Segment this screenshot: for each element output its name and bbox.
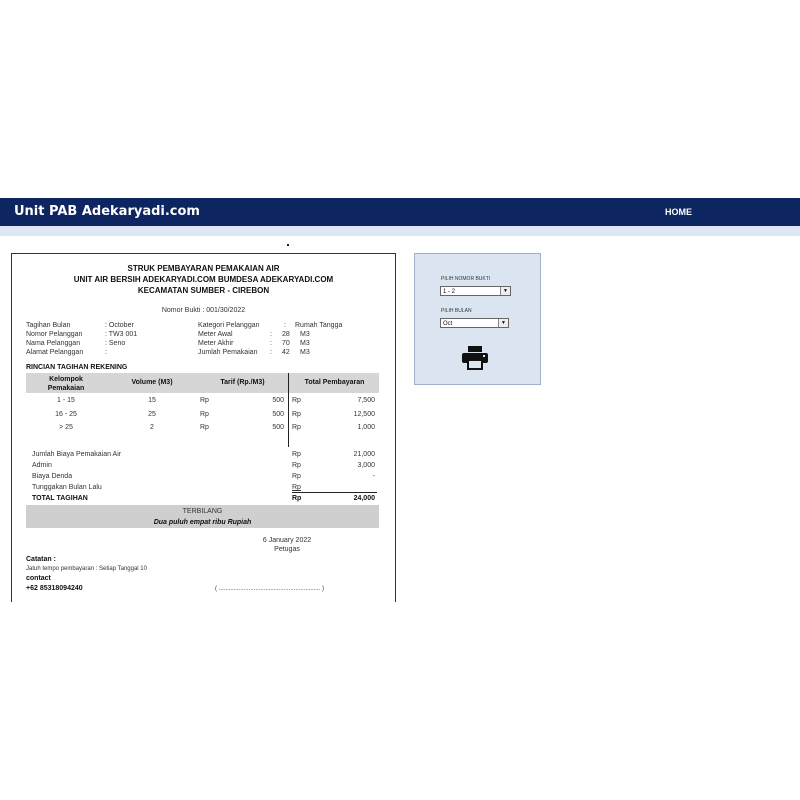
officer-label: Petugas — [274, 546, 300, 553]
row-group: 16 - 25 — [55, 411, 77, 418]
summary-value: 21,000 — [353, 451, 375, 458]
info-colon: : — [284, 322, 286, 329]
signature-line: ( ............................................................. ) — [215, 586, 325, 592]
brand-title[interactable]: Unit PAB Adekaryadi.com — [14, 204, 200, 219]
month-select-value: Oct — [443, 321, 453, 327]
summary-value: - — [372, 473, 375, 480]
col-header-volume: Volume (M3) — [131, 379, 173, 386]
col-header-total: Total Pembayaran — [304, 379, 365, 386]
month-select[interactable] — [440, 318, 509, 328]
info-colon: : — [270, 340, 272, 347]
info-unit: M3 — [300, 331, 310, 338]
top-navbar — [0, 198, 800, 226]
info-unit: M3 — [300, 349, 310, 356]
col-header-group: Kelompok Pemakaian — [47, 376, 85, 392]
row-volume: 2 — [150, 424, 154, 431]
printer-icon[interactable] — [461, 346, 489, 370]
info-value: : Seno — [105, 340, 126, 347]
info-label: Meter Akhir — [198, 340, 234, 347]
row-group: > 25 — [59, 424, 73, 431]
terbilang-label: TERBILANG — [182, 508, 223, 515]
total-value: 24,000 — [353, 495, 375, 502]
summary-label: Admin — [32, 462, 52, 469]
row-currency: Rp — [292, 411, 301, 418]
row-total: 7,500 — [357, 397, 375, 404]
summary-currency: Rp — [292, 451, 301, 458]
filter-panel — [414, 253, 541, 385]
stray-dot — [287, 244, 289, 246]
row-tariff: 500 — [272, 411, 284, 418]
row-tariff: 500 — [272, 424, 284, 431]
info-label: Jumlah Pemakaian — [198, 349, 258, 356]
info-label: Alamat Pelanggan — [26, 349, 84, 356]
receipt-number-select[interactable] — [440, 286, 511, 296]
col-header-tariff: Tarif (Rp./M3) — [220, 379, 265, 386]
receipt-district: KECAMATAN SUMBER - CIREBON — [137, 286, 270, 295]
summary-label: Tunggakan Bulan Lalu — [32, 484, 102, 491]
chevron-down-icon[interactable]: ▼ — [498, 319, 508, 327]
info-colon: : — [270, 331, 272, 338]
info-value: 70 — [282, 340, 290, 347]
info-value: Rumah Tangga — [295, 322, 343, 329]
info-label: Kategori Pelanggan — [198, 322, 260, 329]
receipt-number: Nomor Bukti : 001/30/2022 — [161, 307, 246, 314]
info-unit: M3 — [300, 340, 310, 347]
info-value: : TW3 001 — [105, 331, 138, 338]
info-value: : — [105, 349, 107, 356]
info-label: Meter Awal — [198, 331, 233, 338]
summary-underline — [292, 492, 377, 493]
receipt-number-label: PILIH NOMOR BUKTI — [441, 276, 491, 282]
navbar-subbar — [0, 226, 800, 236]
notes-text: Jatuh tempo pembayaran : Setiap Tanggal 10 — [26, 566, 147, 572]
chevron-down-icon[interactable]: ▼ — [500, 287, 510, 295]
row-currency: Rp — [200, 411, 209, 418]
month-label: PILIH BULAN — [441, 308, 472, 314]
payment-receipt — [11, 253, 396, 602]
row-group: 1 - 15 — [57, 397, 75, 404]
receipt-number-select-value: 1 - 2 — [443, 289, 456, 295]
home-link[interactable]: HOME — [665, 207, 692, 217]
summary-value: 3,000 — [357, 462, 375, 469]
row-total: 1,000 — [357, 424, 375, 431]
row-volume: 25 — [148, 411, 156, 418]
receipt-org: UNIT AIR BERSIH ADEKARYADI.COM BUMDESA ADEKARYADI.COM — [73, 275, 334, 284]
row-currency: Rp — [200, 424, 209, 431]
receipt-date: 6 January 2022 — [262, 537, 312, 544]
summary-currency: Rp — [292, 473, 301, 480]
row-volume: 15 — [148, 397, 156, 404]
row-currency: Rp — [200, 397, 209, 404]
info-colon: : — [270, 349, 272, 356]
receipt-title: STRUK PEMBAYARAN PEMAKAIAN AIR — [127, 264, 280, 273]
summary-label: Biaya Denda — [32, 473, 73, 480]
table-divider — [288, 373, 289, 447]
summary-label: Jumlah Biaya Pemakaian Air — [32, 451, 122, 458]
info-value: 28 — [282, 331, 290, 338]
info-label: Tagihan Bulan — [26, 322, 71, 329]
section-title: RINCIAN TAGIHAN REKENING — [26, 364, 128, 371]
row-tariff: 500 — [272, 397, 284, 404]
contact-phone: +62 85318094240 — [26, 585, 83, 592]
terbilang-text: Dua puluh empat ribu Rupiah — [153, 519, 252, 526]
total-label: TOTAL TAGIHAN — [32, 495, 88, 502]
row-total: 12,500 — [353, 411, 375, 418]
info-value: 42 — [282, 349, 290, 356]
summary-currency: Rp — [292, 484, 301, 491]
row-currency: Rp — [292, 397, 301, 404]
notes-label: Catatan : — [26, 556, 56, 563]
info-label: Nama Pelanggan — [26, 340, 81, 347]
row-currency: Rp — [292, 424, 301, 431]
info-label: Nomor Pelanggan — [26, 331, 83, 338]
info-value: : October — [105, 322, 134, 329]
contact-label: contact — [26, 575, 51, 582]
summary-currency: Rp — [292, 462, 301, 469]
total-currency: Rp — [292, 495, 302, 502]
